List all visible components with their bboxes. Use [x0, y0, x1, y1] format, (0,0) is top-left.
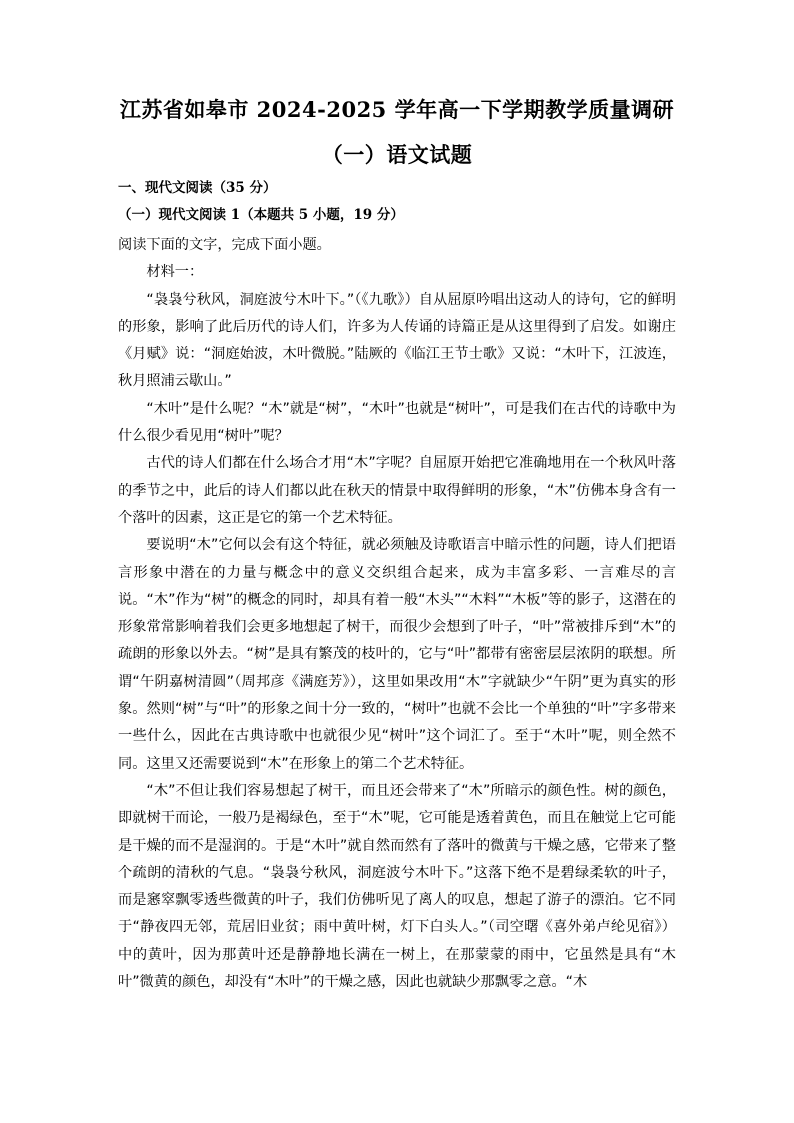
page-subtitle: （一）语文试题: [321, 142, 473, 167]
reading-passage: [118, 232, 676, 996]
paragraph: “袅袅兮秋风，洞庭波兮木叶下。”（《九歌》）自从屈原吟唱出这动人的诗句，它的鲜明的形象，影响了此后历代的诗人们，许多为人传诵的诗篇正是从这里得到了启发。如谢庄《月赋》说：“洞庭始波，木叶微脱。”陆厥的《临江王节士歌》又说：“木叶下，江波连，秋月照浦云歇山。”: [118, 291, 676, 390]
paragraph: “木”不但让我们容易想起了树干，而且还会带来了“木”所暗示的颜色性。树的颜色，即就树干而论，一般乃是褐绿色，至于“木”呢，它可能是透着黄色，而且在触觉上它可能是干燥的而不是湿润的。于是“木叶”就自然而然有了落叶的微黄与干燥之感，它带来了整个疏朗的清秋的气息。“袅袅兮秋风，洞庭波兮木叶下。”这落下绝不是碧绿柔软的叶子，而是窸窣飘零透些微黄的叶子，我们仿佛听见了离人的叹息，想起了游子的漂泊。它不同于“静夜四无邻，荒居旧业贫；雨中黄叶树，灯下白头人。”（司空曙《喜外弟卢纶见宿》）中的黄叶，因为那黄叶还是静静地长满在一树上，在那蒙蒙的雨中，它虽然是具有“木叶”微黄的颜色，却没有“木叶”的干燥之感，因此也就缺少那飘零之意。“木: [118, 782, 676, 991]
instruction-text: 阅读下面的文字，完成下面小题。: [118, 237, 331, 253]
section-heading: 一、现代文阅读（35 分）: [118, 180, 277, 196]
subsection-heading: （一）现代文阅读 1（本题共 5 小题，19 分）: [118, 207, 404, 223]
material-label: 材料一：: [146, 264, 204, 281]
page-title: 江苏省如皋市 2024-2025 学年高一下学期教学质量调研: [119, 97, 675, 122]
paragraph: 要说明“木”它何以会有这个特征，就必须触及诗歌语言中暗示性的问题，诗人们把语言形象中潜在的力量与概念中的意义交织组合起来，成为丰富多彩、一言难尽的言说。“木”作为“树”的概念的同时，却具有着一般“木头”“木料”“木板”等的影子，这潜在的形象常常影响着我们会更多地想起了树干，而很少会想到了叶子，“叶”常被排斥到“木”的疏朗的形象以外去。“树”是具有繁茂的枝叶的，它与“叶”都带有密密层层浓阴的联想。所谓“午阴嘉树清圆”（周邦彦《满庭芳》），这里如果改用“木”字就缺少“午阴”更为真实的形象。然则“树”与“叶”的形象之间十分一致的，“树叶”也就不会比一个单独的“叶”字多带来一些什么，因此在古典诗歌中也就很少见“树叶”这个词汇了。至于“木叶”呢，则全然不同。这里又还需要说到“木”在形象上的第二个艺术特征。: [118, 537, 676, 772]
paragraph: 古代的诗人们都在什么场合才用“木”字呢？自屈原开始把它准确地用在一个秋风叶落的季节之中，此后的诗人们都以此在秋天的情景中取得鲜明的形象，“木”仿佛本身含有一个落叶的因素，这正是它的第一个艺术特征。: [118, 455, 676, 526]
paragraph: “木叶”是什么呢？“木”就是“树”，“木叶”也就是“树叶”，可是我们在古代的诗歌中为什么很少看见用“树叶”呢？: [118, 400, 676, 445]
